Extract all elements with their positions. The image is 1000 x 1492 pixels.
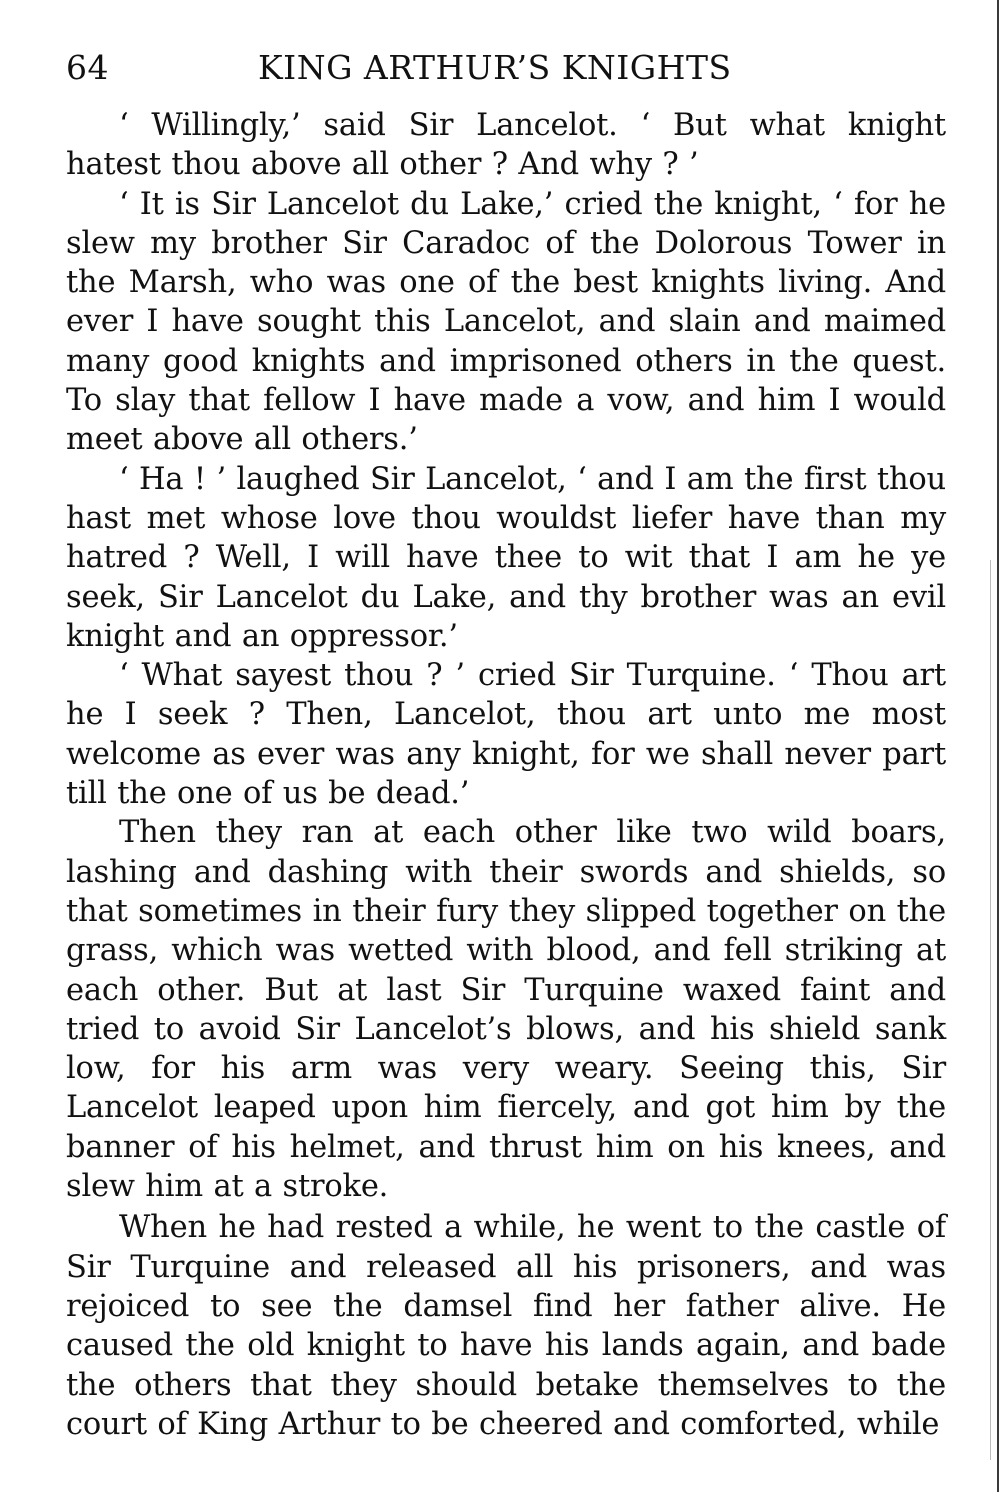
body-text — [66, 106, 946, 1444]
paragraph: ‘ Ha ! ’ laughed Sir Lancelot, ‘ and I am the first thou hast met whose love thou wouldst liefer have than my hatred ? Well, I will have thee to wit that I am he ye seek, Sir Lancelot du Lake, and thy brother was an evil knight and an oppressor.’ — [66, 461, 946, 654]
page-edge-shadow — [990, 560, 991, 1460]
paragraph: ‘ What sayest thou ? ’ cried Sir Turquine. ‘ Thou art he I seek ? Then, Lancelot, thou art unto me most welcome as ever was any knight, for we shall never part till the one of us be dead.’ — [66, 658, 946, 812]
running-title: KING ARTHUR’S KNIGHTS — [258, 48, 732, 87]
page-edge-line — [997, 0, 999, 1492]
paragraph: Then they ran at each other like two wild boars, lashing and dashing with their swords and shields, so that sometimes in their fury they slipped together on the grass, which was wetted with blood, and fell striking at each other. But at last Sir Turquine waxed faint and tried to avoid Sir Lancelot’s blows, and his shield sank low, for his arm was very weary. Seeing this, Sir Lancelot leaped upon him fiercely, and got him by the banner of his helmet, and thrust him on his knees, and slew him at a stroke. — [66, 815, 946, 1205]
page-number: 64 — [66, 48, 109, 87]
page-header — [66, 44, 946, 92]
paragraph: When he had rested a while, he went to the castle of Sir Turquine and released all his prisoners, and was rejoiced to see the damsel find her father alive. He caused the old knight to have his lands again, and bade the others that they should betake themselves to the court of King Arthur to be cheered and comforted, while — [66, 1210, 946, 1442]
paragraph: ‘ It is Sir Lancelot du Lake,’ cried the knight, ‘ for he slew my brother Sir Caradoc of the Dolorous Tower in the Marsh, who was one of the best knights living. And ever I have sought this Lancelot, and slain and maimed many good knights and imprisoned others in the quest. To slay that fellow I have made a vow, and him I would meet above all others.’ — [66, 186, 946, 458]
paragraph: ‘ Willingly,’ said Sir Lancelot. ‘ But what knight hatest thou above all other ? And why ? ’ — [66, 108, 946, 183]
